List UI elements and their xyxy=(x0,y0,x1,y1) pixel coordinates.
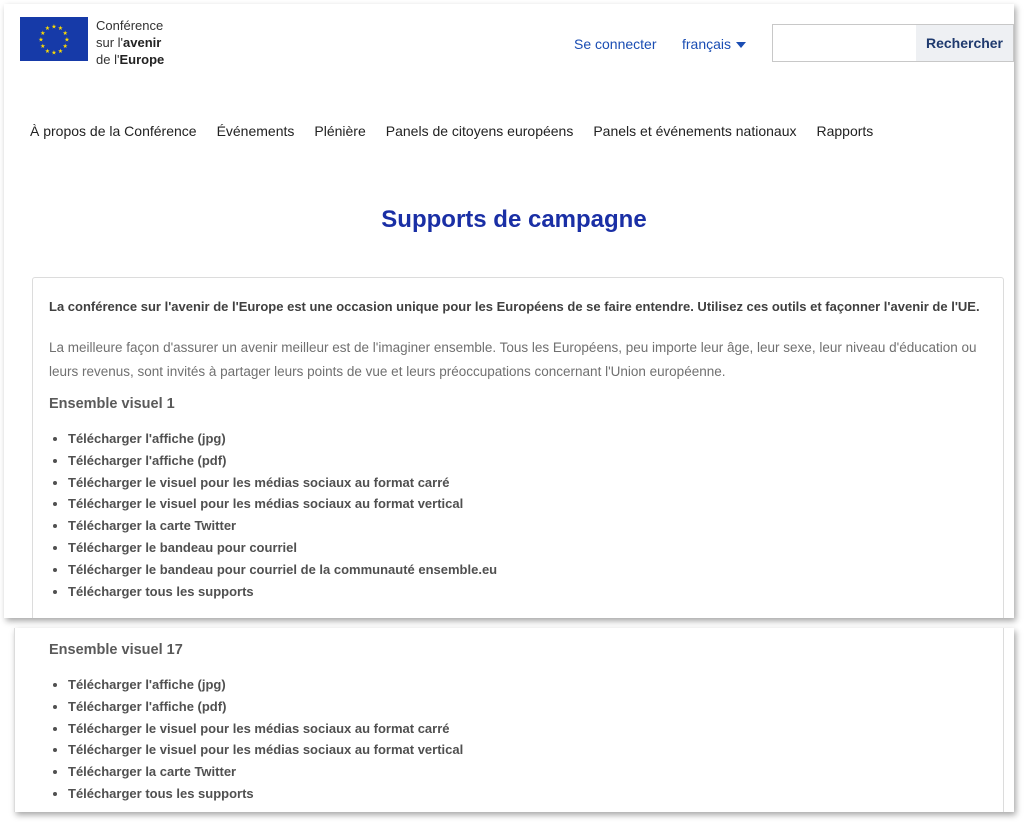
svg-text:★: ★ xyxy=(64,36,70,44)
nav-item-about[interactable]: À propos de la Conférence xyxy=(30,123,197,139)
svg-text:★: ★ xyxy=(62,30,68,37)
site-logo[interactable] xyxy=(20,17,164,68)
download-link[interactable]: • Télécharger tous les supports xyxy=(68,783,463,805)
download-link[interactable]: • Télécharger l'affiche (pdf) xyxy=(68,450,497,472)
language-selector[interactable] xyxy=(682,36,746,52)
download-list xyxy=(48,674,463,805)
logo-line-2-bold: avenir xyxy=(123,35,162,50)
logo-text xyxy=(96,17,164,68)
svg-text:★: ★ xyxy=(44,25,51,33)
logo-line-3-bold: Europe xyxy=(119,52,165,67)
search-input[interactable] xyxy=(773,25,916,61)
nav-item-reports[interactable]: Rapports xyxy=(816,123,874,139)
set-title: Ensemble visuel 1 xyxy=(49,396,175,412)
download-link[interactable]: • Télécharger la carte Twitter xyxy=(68,515,497,537)
eu-flag-icon xyxy=(20,17,88,61)
svg-text:★: ★ xyxy=(40,43,46,50)
main-navigation xyxy=(30,123,893,139)
logo-line-2 xyxy=(96,34,164,51)
search-bar xyxy=(772,24,1014,62)
download-link[interactable]: • Télécharger l'affiche (jpg) xyxy=(68,428,497,450)
logo-line-3-pre: de l' xyxy=(96,52,120,67)
svg-text:★: ★ xyxy=(38,36,44,44)
svg-text:★: ★ xyxy=(40,30,46,37)
download-link[interactable]: • Télécharger le bandeau pour courriel de la communauté ensemble.eu xyxy=(68,559,497,581)
browser-screenshot-top xyxy=(4,4,1014,618)
logo-line-2-pre: sur l' xyxy=(96,35,124,50)
logo-line-1: Conférence xyxy=(96,18,164,33)
intro-text: La conférence sur l'avenir de l'Europe est une occasion unique pour les Européens de se faire entendre. Utilisez ces outils et façonner l'avenir de l'UE. xyxy=(49,299,980,314)
svg-text:★: ★ xyxy=(57,25,64,33)
nav-item-national-panels[interactable]: Panels et événements nationaux xyxy=(593,123,797,139)
description-paragraph: La meilleure façon d'assurer un avenir meilleur est de l'imaginer ensemble. Tous les Européens, peu importe leur âge, leur sexe, leur niveau d'éducation ou leurs revenus, sont invités à partager leurs points de vue et leurs préoccupations concernant l'Union européenne. xyxy=(49,340,977,379)
svg-text:★: ★ xyxy=(57,47,64,55)
language-label: français xyxy=(682,36,732,52)
download-link[interactable]: • Télécharger la carte Twitter xyxy=(68,761,463,783)
download-link[interactable]: • Télécharger tous les supports xyxy=(68,581,497,603)
download-link[interactable]: • Télécharger le visuel pour les médias sociaux au format carré xyxy=(68,718,463,740)
download-link[interactable]: • Télécharger l'affiche (jpg) xyxy=(68,674,463,696)
download-link[interactable]: • Télécharger le visuel pour les médias sociaux au format vertical xyxy=(68,739,463,761)
nav-item-citizens-panels[interactable]: Panels de citoyens européens xyxy=(385,123,574,139)
svg-text:★: ★ xyxy=(51,23,57,31)
download-list xyxy=(48,428,497,602)
download-link[interactable]: • Télécharger le visuel pour les médias sociaux au format carré xyxy=(68,472,497,494)
logo-line-3 xyxy=(96,51,164,68)
set-title: Ensemble visuel 17 xyxy=(49,642,183,658)
sign-in-link[interactable]: Se connecter xyxy=(574,36,657,52)
nav-item-plenary[interactable]: Plénière xyxy=(314,123,366,139)
search-button[interactable]: Rechercher xyxy=(916,25,1013,61)
download-link[interactable]: • Télécharger l'affiche (pdf) xyxy=(68,696,463,718)
browser-screenshot-bottom xyxy=(14,628,1014,812)
nav-item-events[interactable]: Événements xyxy=(216,123,295,139)
download-link[interactable]: • Télécharger le visuel pour les médias sociaux au format vertical xyxy=(68,493,497,515)
download-link[interactable]: • Télécharger le bandeau pour courriel xyxy=(68,537,497,559)
page-title: Supports de campagne xyxy=(381,206,647,233)
caret-down-icon xyxy=(736,42,746,48)
svg-text:★: ★ xyxy=(51,49,57,57)
svg-text:★: ★ xyxy=(44,47,51,55)
svg-text:★: ★ xyxy=(62,43,68,50)
